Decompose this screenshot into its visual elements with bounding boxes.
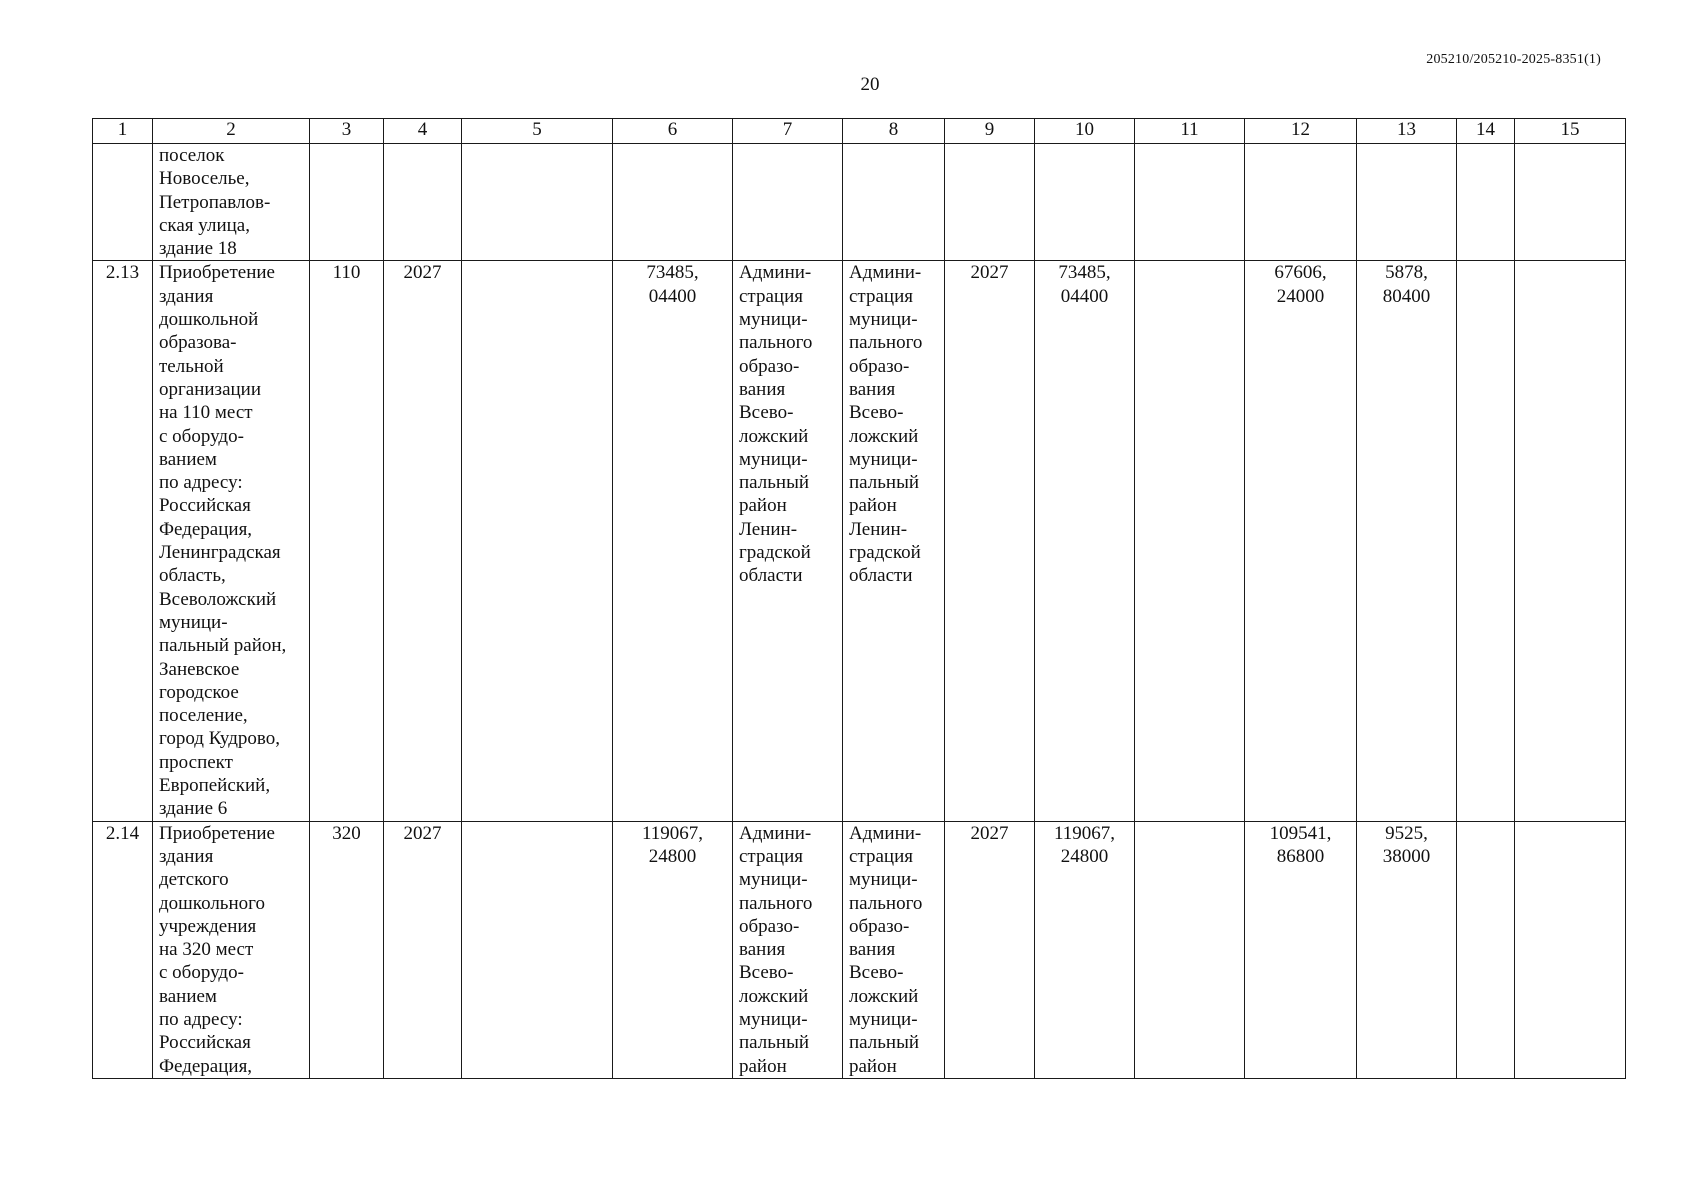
column-header: 10 xyxy=(1035,119,1135,144)
column-header: 3 xyxy=(310,119,384,144)
cell-year: 2027 xyxy=(945,261,1035,821)
column-header: 11 xyxy=(1135,119,1245,144)
cell-number xyxy=(93,144,153,261)
data-table xyxy=(92,118,1626,1079)
cell-amount: 5878, 80400 xyxy=(1357,261,1457,821)
cell-amount: 119067, 24800 xyxy=(613,821,733,1078)
cell-amount: 109541, 86800 xyxy=(1245,821,1357,1078)
column-header: 12 xyxy=(1245,119,1357,144)
cell-col15 xyxy=(1515,261,1626,821)
cell-description: поселок Новоселье, Петропавлов- ская улица, здание 18 xyxy=(153,144,310,261)
cell-amount: 9525, 38000 xyxy=(1357,821,1457,1078)
cell-amount xyxy=(1035,144,1135,261)
cell-col5 xyxy=(462,144,613,261)
cell-year: 2027 xyxy=(384,821,462,1078)
cell-number: 2.14 xyxy=(93,821,153,1078)
cell-amount: 67606, 24000 xyxy=(1245,261,1357,821)
column-header: 13 xyxy=(1357,119,1457,144)
cell-number: 2.13 xyxy=(93,261,153,821)
cell-capacity xyxy=(310,144,384,261)
cell-col11 xyxy=(1135,821,1245,1078)
cell-description: Приобретение здания дошкольной образова- тельной организации на 110 мест с оборудо- ванием по адресу: Российская Федерация, Ленинградская область, Всеволожский муници- пальный район, Заневское городское поселение, город Кудрово, проспект Европейский, здание 6 xyxy=(153,261,310,821)
cell-year xyxy=(384,144,462,261)
cell-year: 2027 xyxy=(384,261,462,821)
cell-col5 xyxy=(462,261,613,821)
cell-year: 2027 xyxy=(945,821,1035,1078)
cell-col14 xyxy=(1457,144,1515,261)
cell-col14 xyxy=(1457,821,1515,1078)
cell-capacity: 110 xyxy=(310,261,384,821)
cell-col5 xyxy=(462,821,613,1078)
cell-amount: 119067, 24800 xyxy=(1035,821,1135,1078)
cell-col11 xyxy=(1135,261,1245,821)
cell-developer: Админи- страция муници- пального образо- вания Всево- ложский муници- пальный район xyxy=(843,821,945,1078)
cell-developer: Админи- страция муници- пального образо- вания Всево- ложский муници- пальный район Ленин- градской области xyxy=(843,261,945,821)
cell-capacity: 320 xyxy=(310,821,384,1078)
column-header: 9 xyxy=(945,119,1035,144)
table-header-row xyxy=(93,119,1626,144)
cell-amount xyxy=(1245,144,1357,261)
table-row xyxy=(93,144,1626,261)
column-header: 4 xyxy=(384,119,462,144)
cell-amount xyxy=(613,144,733,261)
cell-amount: 73485, 04400 xyxy=(613,261,733,821)
table-row xyxy=(93,261,1626,821)
page-number: 20 xyxy=(860,74,880,95)
column-header: 14 xyxy=(1457,119,1515,144)
column-header: 5 xyxy=(462,119,613,144)
cell-col11 xyxy=(1135,144,1245,261)
column-header: 2 xyxy=(153,119,310,144)
cell-col15 xyxy=(1515,821,1626,1078)
cell-customer xyxy=(733,144,843,261)
column-header: 7 xyxy=(733,119,843,144)
cell-customer: Админи- страция муници- пального образо- вания Всево- ложский муници- пальный район xyxy=(733,821,843,1078)
column-header: 6 xyxy=(613,119,733,144)
table-row xyxy=(93,821,1626,1078)
cell-amount: 73485, 04400 xyxy=(1035,261,1135,821)
cell-customer: Админи- страция муници- пального образо- вания Всево- ложский муници- пальный район Ленин- градской области xyxy=(733,261,843,821)
cell-description: Приобретение здания детского дошкольного учреждения на 320 мест с оборудо- ванием по адресу: Российская Федерация, xyxy=(153,821,310,1078)
cell-col14 xyxy=(1457,261,1515,821)
cell-amount xyxy=(1357,144,1457,261)
cell-developer xyxy=(843,144,945,261)
cell-year xyxy=(945,144,1035,261)
column-header: 15 xyxy=(1515,119,1626,144)
column-header: 1 xyxy=(93,119,153,144)
column-header: 8 xyxy=(843,119,945,144)
cell-col15 xyxy=(1515,144,1626,261)
document-id: 205210/205210-2025-8351(1) xyxy=(1426,52,1601,67)
